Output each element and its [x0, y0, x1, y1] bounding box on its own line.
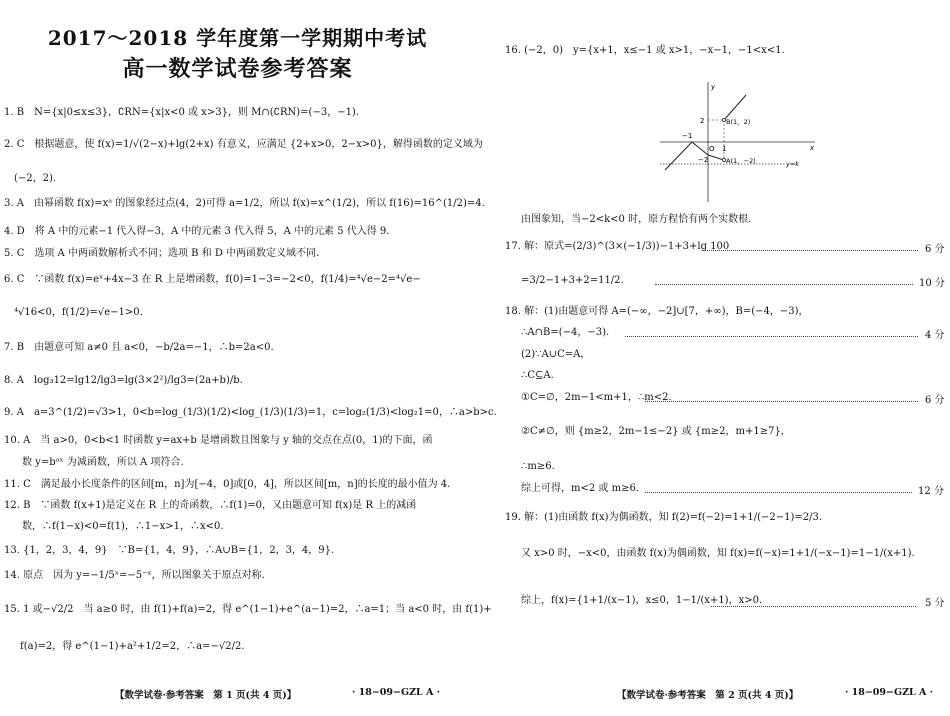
exam-title: 2017～2018 学年度第一学期期中考试 — [47, 26, 428, 50]
answer-item-8: 8. A log₃12=lg12/lg3=lg(3×2²)/lg3=(2a+b)/b. — [4, 375, 243, 386]
score-18c: 12 分 — [918, 486, 944, 497]
answer-item-1: 1. B N={x|0≤x≤3}，∁RN={x|x<0 或 x>3}，则 M∩(∁RN)=(−3，−1). — [4, 107, 360, 118]
page-footer-code: · 18−09−GZL A · — [845, 687, 933, 698]
point-a-label: A(1，−2) — [726, 157, 756, 165]
answer-item-19-step: 又 x>0 时，−x<0，由函数 f(x)为偶函数，知 f(x)=f(−x)=1+1/(−x−1)=1−1/(x+1). — [521, 548, 915, 559]
answer-item-3: 3. A 由幂函数 f(x)=xᵃ 的图象经过点(4，2)可得 a=1/2，所以 f(x)=x^(1/2)，所以 f(16)=16^(1/2)=4. — [4, 198, 485, 209]
y-axis-label: y — [711, 83, 716, 91]
answer-item-15: 15. 1 或−√2/2 当 a≥0 时，由 f(1)+f(a)=2，得 e^(1−1)+e^(a−1)=2，∴a=1；当 a<0 时，由 f(1)+ — [4, 604, 492, 615]
score-17a: 6 分 — [925, 244, 945, 255]
answer-item-16-conclusion: 由图象知，当−2<k<0 时，原方程恰有两个实数根. — [521, 214, 752, 225]
answer-item-18-case1: ①C=∅，2m−1<m+1，∴m<2. — [521, 392, 672, 403]
answer-item-15-cont: f(a)=2，得 e^(1−1)+a²+1/2=2，∴a=−√2/2. — [20, 641, 245, 652]
score-17b: 10 分 — [919, 278, 945, 289]
tick-minus-1: −1 — [682, 132, 693, 140]
branch-middle-left — [692, 142, 708, 155]
point-b-label: B(1，2) — [726, 118, 751, 126]
answer-item-18-conclusion: 综上可得，m<2 或 m≥6. — [521, 483, 639, 494]
answer-item-5: 5. C 选项 A 中两函数解析式不同；选项 B 和 D 中两函数定义域不同. — [4, 248, 320, 259]
answer-item-10-cont: 数 y=bᵃˣ 为减函数，所以 A 项符合. — [22, 457, 184, 468]
page-footer-code: · 18−09−GZL A · — [352, 687, 440, 698]
function-graph — [660, 80, 820, 205]
branch-left — [665, 142, 692, 170]
answer-item-12-cont: 数，∴f(1−x)<0=f(1)，∴1−x>1，∴x<0. — [22, 521, 224, 532]
branch-right — [724, 95, 746, 120]
page-2 — [475, 0, 950, 716]
answer-item-2: 2. C 根据题意，使 f(x)=1/√(2−x)+lg(2+x) 有意义，应满足 {2+x>0，2−x>0}，解得函数的定义域为 — [4, 139, 483, 150]
answer-item-17-cont: =3/2−1+3+2=11/2. — [521, 275, 624, 286]
answer-item-12: 12. B ∵函数 f(x+1)是定义在 R 上的奇函数，∴f(1)=0，又由题意可知 f(x)是 R 上的减函 — [4, 500, 417, 511]
answer-item-13: 13. {1，2，3，4，9} ∵B={1，4，9}，∴A∪B={1，2，3，4，9}. — [4, 545, 335, 556]
tick-minus-2: −2 — [698, 156, 709, 164]
answer-item-19-conclusion: 综上，f(x)={1+1/(x−1)，x≤0，1−1/(x+1)，x>0. — [521, 595, 763, 606]
answer-item-6: 6. C ∵函数 f(x)=eˣ+4x−3 在 R 上是增函数，f(0)=1−3=−2<0，f(1/4)=⁴√e−2=⁴√e− — [4, 274, 421, 285]
score-18b: 6 分 — [925, 395, 945, 406]
answer-item-18-case2: ②C≠∅，则 {m≥2，2m−1≤−2} 或 {m≥2，m+1≥7}， — [521, 426, 791, 437]
answer-item-19: 19. 解：(1)由函数 f(x)为偶函数，知 f(2)=f(−2)=1+1/(−2−1)=2/3. — [505, 512, 823, 523]
page-footer-label: 【数学试卷·参考答案 第 1 页(共 4 页)】 — [115, 690, 297, 701]
answer-item-14: 14. 原点 因为 y=−1/5ˣ=−5⁻ˣ，所以图象关于原点对称. — [4, 570, 265, 581]
answer-item-6-cont: ⁴√16<0，f(1/2)=√e−1>0. — [14, 307, 143, 318]
answer-item-4: 4. D 将 A 中的元素−1 代入得−3，A 中的元素 3 代入得 5，A 中的元素 5 代入得 9. — [4, 226, 390, 237]
answer-item-11: 11. C 满足最小长度条件的区间[m，n]为[−4，0]或[0，4]，所以区间[m，n]的长度的最小值为 4. — [4, 479, 451, 490]
answer-item-2-cont: (−2，2). — [14, 173, 57, 184]
tick-2: 2 — [700, 117, 705, 125]
answer-item-7: 7. B 由题意可知 a≠0 且 a<0，−b/2a=−1，∴b=2a<0. — [4, 342, 274, 353]
answer-item-9: 9. A a=3^(1/2)=√3>1，0<b=log_(1/3)(1/2)<log_(1/3)(1/3)=1，c=log₂(1/3)<log₂1=0，∴a>b>c. — [4, 407, 497, 418]
answer-item-16: 16. (−2，0) y={x+1，x≤−1 或 x>1，−x−1，−1<x<1. — [505, 45, 785, 56]
answer-item-18-result: ∴m≥6. — [521, 461, 555, 472]
origin-label: O — [709, 145, 715, 153]
answer-item-10: 10. A 当 a>0，0<b<1 时函数 y=ax+b 是增函数且图象与 y 轴的交点在点(0，1)的下面，函 — [4, 435, 433, 446]
y-equals-k-label: y=k — [786, 160, 800, 168]
answer-item-17: 17. 解：原式=(2/3)^(3×(−1/3))−1+3+lg 100 — [505, 241, 730, 252]
tick-1: 1 — [722, 145, 727, 153]
answer-item-18-step1: ∴A∩B=(−4，−3). — [521, 327, 610, 338]
page-footer-label: 【数学试卷·参考答案 第 2 页(共 4 页)】 — [617, 690, 799, 701]
answer-item-18-step2: (2)∵A∪C=A， — [521, 349, 591, 360]
answer-item-18: 18. 解：(1)由题意可得 A=(−∞，−2]∪[7，+∞)，B=(−4，−3)， — [505, 306, 809, 317]
score-19: 5 分 — [925, 598, 945, 609]
answer-item-18-step3: ∴C⊆A. — [521, 370, 554, 381]
x-axis-label: x — [810, 144, 815, 152]
answer-subtitle: 高一数学试卷参考答案 — [122, 56, 353, 82]
branch-middle-right — [708, 155, 724, 160]
score-18a: 4 分 — [925, 330, 945, 341]
